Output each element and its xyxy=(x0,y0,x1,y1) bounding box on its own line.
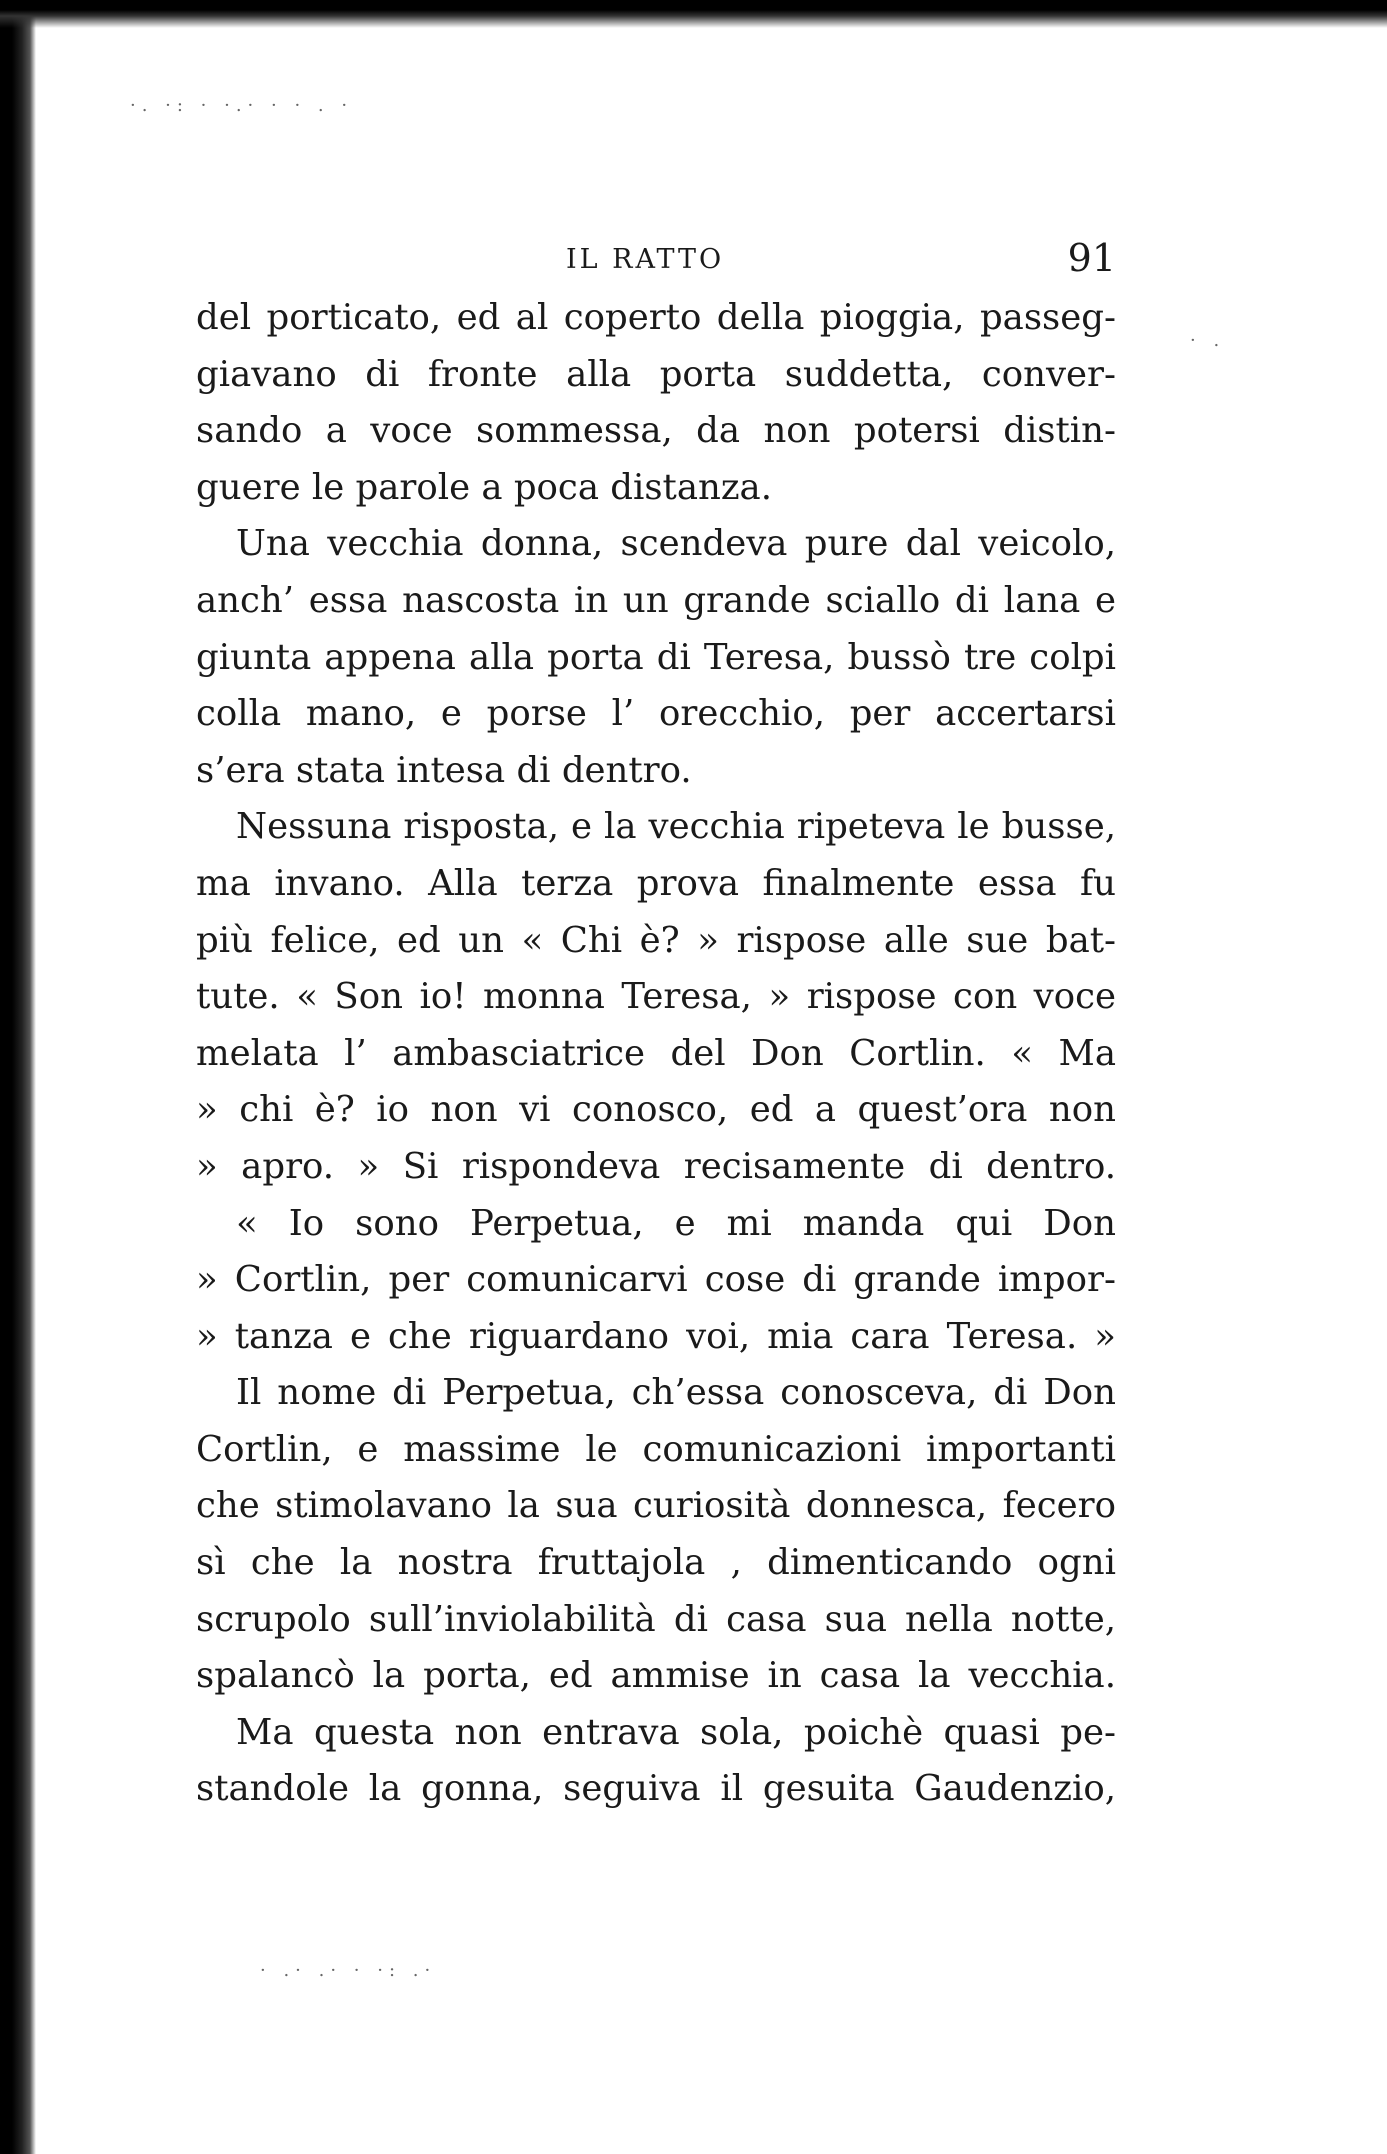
text-line: melata l’ ambasciatrice del Don Cortlin. « Ma xyxy=(196,1032,1116,1074)
print-speckle: · .· .· · ·: .· xyxy=(260,1960,437,1981)
text-line: Una vecchia donna, scendeva pure dal veicolo, xyxy=(236,523,1116,565)
text-line: Cortlin, e massime le comunicazioni importanti xyxy=(196,1428,1116,1470)
text-line: s’era stata intesa di dentro. xyxy=(196,749,692,791)
page-top-edge xyxy=(0,0,1387,28)
text-line: del porticato, ed al coperto della pioggia, passeg- xyxy=(196,297,1116,338)
text-line: scrupolo sull’inviolabilità di casa sua nella notte, xyxy=(196,1598,1116,1640)
text-line: « Io sono Perpetua, e mi manda qui Don xyxy=(236,1202,1116,1244)
text-line: sì che la nostra fruttajola , dimenticando ogni xyxy=(196,1542,1116,1584)
text-line: tute. « Son io! monna Teresa, » rispose con voce xyxy=(196,976,1116,1018)
text-line: ma invano. Alla terza prova finalmente essa fu xyxy=(196,862,1116,904)
print-speckle: ·. ·: · ·.· · · . · xyxy=(130,95,354,116)
print-speckle: · . xyxy=(1190,330,1226,351)
text-line: sando a voce sommessa, da non potersi distin- xyxy=(196,410,1116,452)
text-line: standole la gonna, seguiva il gesuita Gaudenzio, xyxy=(196,1768,1116,1810)
text-line: Il nome di Perpetua, ch’essa conosceva, di Don xyxy=(236,1372,1116,1414)
text-line: anch’ essa nascosta in un grande sciallo di lana e xyxy=(196,579,1116,621)
text-line: spalancò la porta, ed ammise in casa la vecchia. xyxy=(196,1655,1116,1697)
page-number: 91 xyxy=(1067,236,1116,280)
text-line: più felice, ed un « Chi è? » rispose alle sue bat- xyxy=(196,919,1116,961)
text-line: giavano di fronte alla porta suddetta, conver- xyxy=(196,353,1116,395)
running-head: IL RATTO xyxy=(566,244,725,275)
text-line: » tanza e che riguardano voi, mia cara Teresa. » xyxy=(196,1315,1116,1357)
text-line: guere le parole a poca distanza. xyxy=(196,466,773,508)
page-body xyxy=(196,290,1116,1818)
text-line: che stimolavano la sua curiosità donnesca, fecero xyxy=(196,1485,1116,1527)
page-binding-shadow xyxy=(0,0,36,2154)
text-line: » Cortlin, per comunicarvi cose di grande impor- xyxy=(196,1259,1116,1301)
text-line: » chi è? io non vi conosco, ed a quest’ora non xyxy=(196,1089,1116,1131)
text-line: Nessuna risposta, e la vecchia ripeteva le busse, xyxy=(236,806,1116,848)
text-line: Ma questa non entrava sola, poichè quasi pe- xyxy=(236,1711,1116,1753)
text-line: giunta appena alla porta di Teresa, bussò tre colpi xyxy=(196,636,1116,678)
text-line: colla mano, e porse l’ orecchio, per accertarsi xyxy=(196,693,1116,735)
page-header xyxy=(196,236,1116,286)
text-line: » apro. » Si rispondeva recisamente di dentro. xyxy=(196,1145,1116,1187)
